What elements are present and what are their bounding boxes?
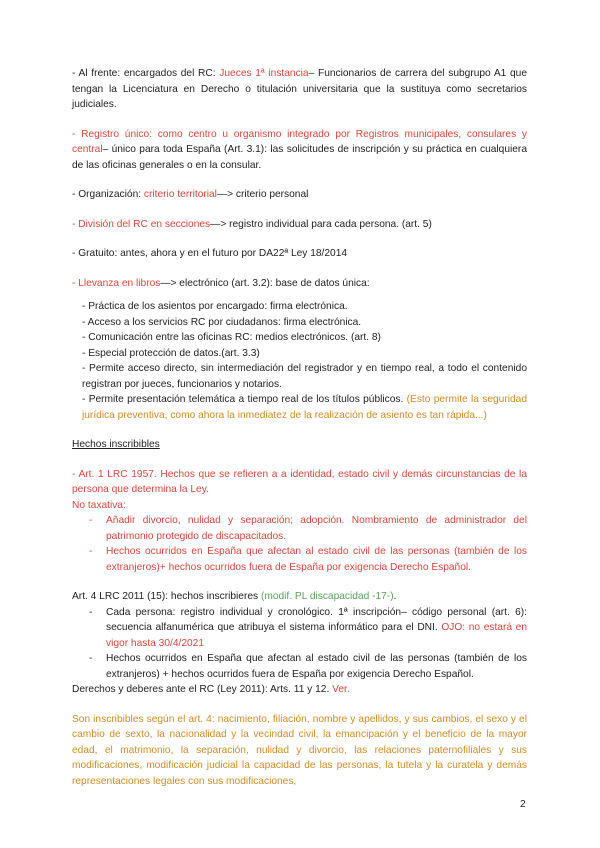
text: - Al frente: encargados del RC: [72, 68, 220, 79]
list-item: - Especial protección de datos.(art. 3.3) [82, 347, 260, 359]
paragraph-gratuito [72, 246, 527, 262]
paragraph-division [72, 217, 527, 233]
paragraph-llevanza [72, 276, 527, 292]
highlight-division: - División del RC en secciones [72, 218, 211, 230]
list-item: - Acceso a los servicios RC por ciudadanos: firma electrónica. [82, 316, 362, 328]
paragraph-encargados [72, 66, 527, 113]
list-item: - Comunicación entre las oficinas RC: medios electrónicos. (art. 8) [82, 332, 381, 343]
note-ver: Ver. [332, 684, 350, 695]
text: . [393, 591, 397, 602]
text: - Gratuito: antes, ahora y en el futuro por DA22ª Ley 18/2014 [72, 248, 348, 259]
text: Añadir divorcio, nulidad y separación; adopción. Nombramiento de administrador del patrimonio protegido de discapacitados. [106, 515, 527, 542]
paragraph-inscribibles: Son inscribibles según el art. 4: nacimiento, filiación, nombre y apellidos, y sus cambios, el sexo y el cambio de sexto, la nacionalidad y la vecindad civil, la emancipación y el beneficio de la mayor edad, el matrimonio, la separación, nulidad y divorcio, las relaciones paternofiliales y sus modificaciones, modificación judicial la capacidad de las personas, la tutela y la curatela y demás representaciones legales con sus modificaciones, [72, 713, 527, 787]
text: Art. 4 LRC 2011 (15): hechos inscribieres [72, 591, 261, 602]
highlight-registro-unico: - Registro único: como centro u organismo integrado por Registros municipales, consulares y central [72, 128, 527, 155]
text: - Permite presentación telemática a tiempo real de los títulos públicos. [82, 394, 407, 405]
dash-bullet: - [89, 546, 93, 557]
page-number: 2 [520, 799, 526, 810]
section-heading: Hechos inscribibles [72, 439, 160, 450]
text: – Funcionarios de carrera del subgrupo A1 que tengan la Licenciatura en Derecho o titulación universitaria que la sustituya como secretarios judiciales. [72, 68, 527, 110]
dash-bullet: - [89, 515, 93, 526]
page-body [72, 66, 527, 789]
text: Cada persona: registro individual y cronológico. 1ª inscripción– código personal (art. 6): secuencia alfanumérica que atribuya el sistema informático para el DNI. [106, 606, 527, 633]
list-item [72, 651, 527, 682]
list-art1 [72, 513, 527, 575]
list-item: - Práctica de los asientos por encargado: firma electrónica. [82, 301, 348, 312]
highlight-jueces: Jueces 1ª instancia [219, 68, 309, 79]
paragraph-art4 [72, 589, 527, 605]
highlight-criterio: criterio territorial [143, 189, 217, 200]
text: – único para toda España (Art. 3.1): las solicitudes de inscripción y su práctica en cualquiera de las oficinas generales o en la consular. [72, 144, 527, 171]
text: Hechos ocurridos en España que afectan al estado civil de las personas (también de los extranjeros)+ hechos ocurridos fuera de España por exigencia Derecho Español. [106, 546, 527, 573]
note-green: (modif. PL discapacidad -17-) [260, 591, 394, 602]
text: —> criterio personal [216, 189, 309, 200]
text: Hechos ocurridos en España que afectan al estado civil de las personas (también de los extranjeros) + hechos ocurridos fuera de España por exigencia Derecho Español. [106, 653, 527, 680]
paragraph-art1: - Art. 1 LRC 1957. Hechos que se refieren a a identidad, estado civil y demás circunstancias de la persona que determina la Ley. [72, 468, 527, 495]
list-item [72, 513, 527, 544]
text: —> electrónico (art. 3.2): base de datos única: [160, 277, 370, 289]
list-item: - Permite acceso directo, sin intermediación del registrador y en tiempo real, a todo el contenido registran por jueces, funcionarios y notarios. [82, 363, 527, 390]
paragraph-organizacion [72, 187, 527, 203]
list-item [72, 544, 527, 575]
dash-bullet: - [89, 606, 93, 618]
list-item [72, 605, 527, 652]
text: Derechos y deberes ante el RC (Ley 2011): Arts. 11 y 12. [72, 684, 333, 695]
paragraph-registro-unico [72, 127, 527, 174]
note-ojo: OJO: no estará en vigor hasta 30/4/2021 [106, 622, 527, 649]
text: - Organización: [72, 189, 144, 200]
list-art4 [72, 605, 527, 683]
text: —> registro individual para cada persona. (art. 5) [210, 218, 432, 230]
highlight-llevanza: - Llevanza en libros [72, 277, 161, 289]
note-no-taxativa: No taxativa: [72, 499, 126, 511]
paragraph-derechos [72, 682, 527, 698]
dash-bullet: - [89, 653, 93, 664]
note-orange: (Esto permite la seguridad jurídica preventiva, como ahora la inmediatez de la realización de asiento es tan rápida...) [82, 394, 527, 421]
list-item [72, 392, 527, 423]
